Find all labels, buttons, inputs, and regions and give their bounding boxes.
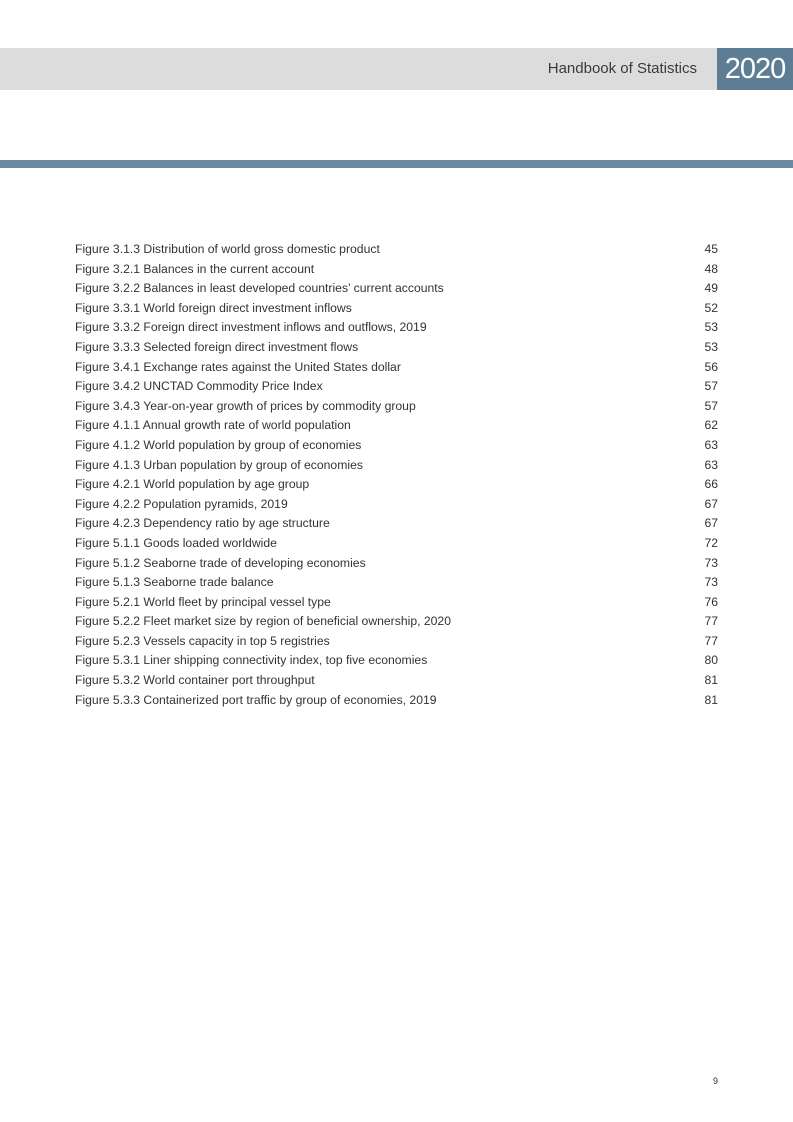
list-of-figures [75,240,718,710]
toc-entry-page-number: 49 [704,281,718,296]
toc-entry[interactable] [75,691,718,711]
toc-entry[interactable] [75,534,718,554]
toc-entry-page-number: 52 [704,300,718,315]
toc-entry-label: Figure 5.3.3 Containerized port traffic by group of economies, 2019 [75,692,437,707]
toc-entry-label: Figure 3.3.3 Selected foreign direct investment flows [75,339,359,354]
toc-entry[interactable] [75,279,718,299]
toc-entry-page-number: 67 [704,496,718,511]
toc-entry-label: Figure 5.1.2 Seaborne trade of developing economies [75,555,366,570]
toc-entry-label: Figure 3.4.2 UNCTAD Commodity Price Index [75,379,323,394]
toc-entry-label: Figure 4.1.1 Annual growth rate of world population [75,418,351,433]
toc-entry[interactable] [75,671,718,691]
toc-entry-page-number: 63 [704,437,718,452]
toc-entry[interactable] [75,612,718,632]
toc-entry-page-number: 53 [704,320,718,335]
toc-entry-page-number: 57 [704,379,718,394]
toc-entry-page-number: 81 [704,692,718,707]
toc-entry[interactable] [75,651,718,671]
toc-entry-label: Figure 5.2.2 Fleet market size by region of beneficial ownership, 2020 [75,614,451,629]
toc-entry-label: Figure 5.3.1 Liner shipping connectivity index, top five economies [75,653,428,668]
toc-entry-page-number: 73 [704,575,718,590]
toc-entry[interactable] [75,240,718,260]
toc-entry[interactable] [75,495,718,515]
toc-entry-label: Figure 4.1.2 World population by group of economies [75,437,362,452]
toc-entry[interactable] [75,358,718,378]
toc-entry-label: Figure 3.4.1 Exchange rates against the United States dollar [75,359,401,374]
toc-entry[interactable] [75,456,718,476]
toc-entry[interactable] [75,318,718,338]
toc-entry-label: Figure 5.2.3 Vessels capacity in top 5 registries [75,633,330,648]
toc-entry[interactable] [75,397,718,417]
section-divider-bar [0,160,793,168]
toc-entry-page-number: 62 [704,418,718,433]
toc-entry-page-number: 73 [704,555,718,570]
toc-entry-label: Figure 4.2.1 World population by age group [75,477,310,492]
year-badge: 2020 [717,48,793,90]
toc-entry[interactable] [75,554,718,574]
toc-entry-label: Figure 5.1.1 Goods loaded worldwide [75,535,277,550]
toc-entry[interactable] [75,573,718,593]
toc-entry[interactable] [75,377,718,397]
toc-entry-label: Figure 3.4.3 Year-on-year growth of prices by commodity group [75,398,416,413]
toc-entry-label: Figure 4.2.2 Population pyramids, 2019 [75,496,288,511]
toc-entry-label: Figure 5.2.1 World fleet by principal vessel type [75,594,331,609]
toc-entry-page-number: 48 [704,261,718,276]
toc-entry-page-number: 66 [704,477,718,492]
toc-entry-page-number: 77 [704,633,718,648]
toc-entry-page-number: 53 [704,339,718,354]
page-number: 9 [712,1076,718,1086]
toc-entry[interactable] [75,416,718,436]
toc-entry-page-number: 76 [704,594,718,609]
toc-entry[interactable] [75,593,718,613]
toc-entry-label: Figure 3.2.1 Balances in the current account [75,261,315,276]
toc-entry-page-number: 67 [704,516,718,531]
toc-entry[interactable] [75,299,718,319]
toc-entry[interactable] [75,475,718,495]
toc-entry-label: Figure 3.1.3 Distribution of world gross domestic product [75,242,380,256]
toc-entry-page-number: 80 [704,653,718,668]
toc-entry-page-number: 77 [704,614,718,629]
toc-entry-page-number: 57 [704,398,718,413]
toc-entry[interactable] [75,632,718,652]
toc-entry-label: Figure 4.1.3 Urban population by group of economies [75,457,363,472]
toc-entry-page-number: 45 [704,242,718,256]
toc-entry[interactable] [75,436,718,456]
toc-entry-page-number: 72 [704,535,718,550]
toc-entry-label: Figure 5.3.2 World container port throughput [75,673,315,688]
toc-entry[interactable] [75,260,718,280]
toc-entry[interactable] [75,514,718,534]
toc-entry-label: Figure 4.2.3 Dependency ratio by age structure [75,516,330,531]
toc-entry-page-number: 63 [704,457,718,472]
toc-entry-label: Figure 3.2.2 Balances in least developed countries’ current accounts [75,281,444,296]
toc-entry-label: Figure 3.3.1 World foreign direct investment inflows [75,300,352,315]
publication-title: Handbook of Statistics [547,60,697,77]
toc-entry-label: Figure 5.1.3 Seaborne trade balance [75,575,274,590]
toc-entry[interactable] [75,338,718,358]
toc-entry-label: Figure 3.3.2 Foreign direct investment inflows and outflows, 2019 [75,320,427,335]
toc-entry-page-number: 56 [704,359,718,374]
toc-entry-page-number: 81 [704,673,718,688]
